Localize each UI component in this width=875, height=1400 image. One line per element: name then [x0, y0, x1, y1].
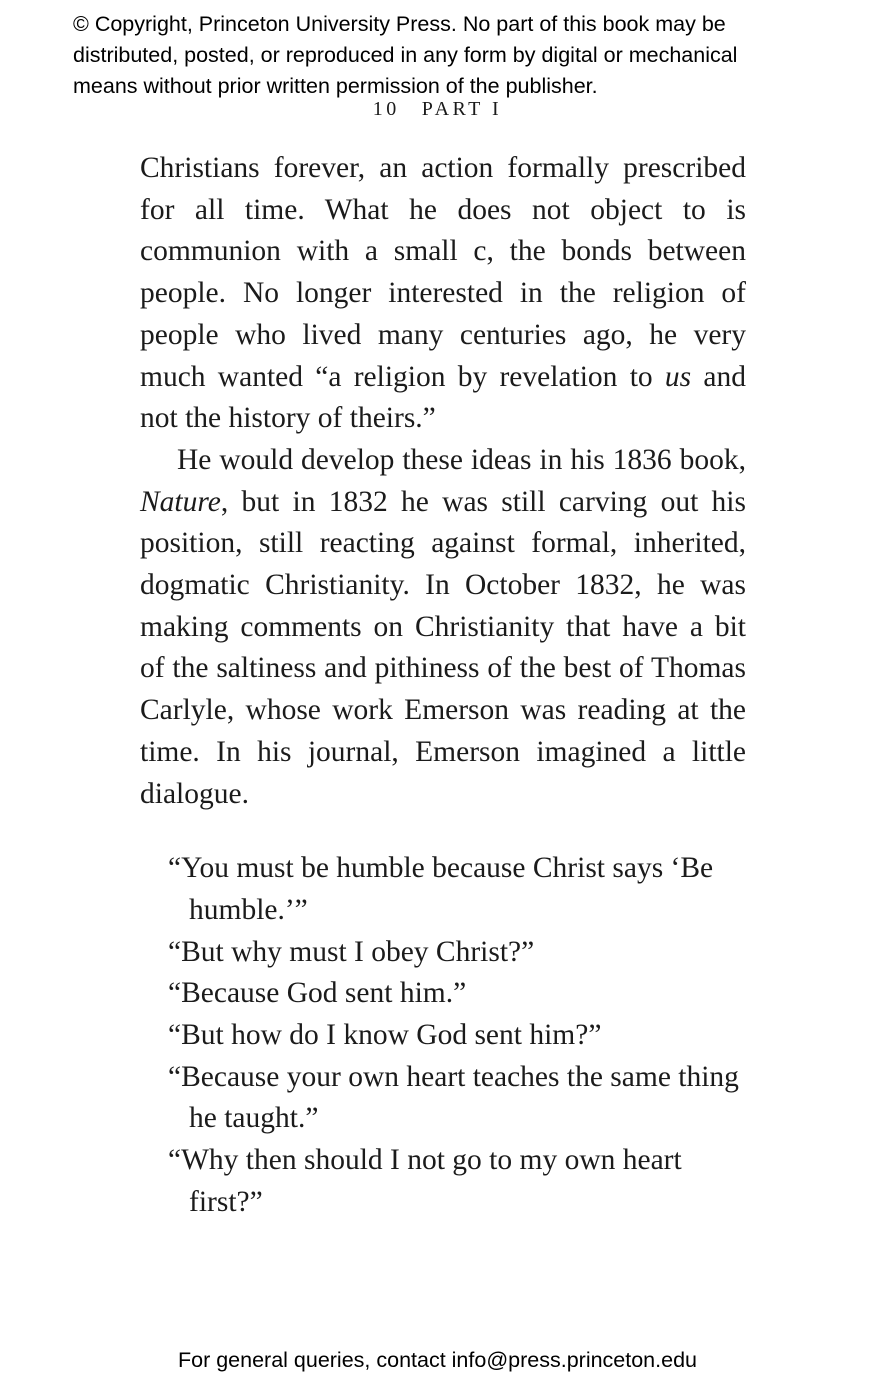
italic-text-run: Nature	[140, 485, 221, 518]
paragraph	[140, 440, 746, 815]
dialogue-line: “Why then should I not go to my own heart first?”	[168, 1144, 682, 1218]
dialogue-block	[140, 848, 746, 1223]
text-run: He would develop these ideas in his 1836 book,	[177, 443, 746, 476]
footer-query-note	[0, 1348, 875, 1373]
dialogue-line: “But how do I know God sent him?”	[168, 1019, 602, 1052]
page-number: 10	[372, 98, 400, 120]
running-header	[0, 98, 875, 121]
paragraph	[140, 148, 746, 440]
text-run: and not the history of theirs.”	[140, 360, 746, 435]
dialogue-line: “Because your own heart teaches the same thing he taught.”	[168, 1060, 739, 1135]
italic-text-run: us	[664, 360, 692, 393]
dialogue-line: “You must be humble because Christ says ‘Be humble.’”	[168, 852, 714, 926]
copyright-line-2: distributed, posted, or reproduced in any form by digital or mechanical	[73, 43, 738, 67]
copyright-line-1: © Copyright, Princeton University Press. No part of this book may be	[73, 12, 726, 36]
text-run: , but in 1832 he was still carving out his position, still reacting against formal, inherited, dogmatic Christianity. In October 1832, he was making comments on Christianity that have a bit of the saltiness and pithiness of the best of Thomas Carlyle, whose work Emerson was reading at the time. In his journal, Emerson imagined a little dialogue.	[140, 485, 746, 810]
copyright-notice	[73, 9, 737, 102]
dialogue-line: “But why must I obey Christ?”	[168, 935, 535, 968]
part-label: PART I	[421, 98, 503, 120]
dialogue-line: “Because God sent him.”	[168, 977, 467, 1010]
body-text-column	[140, 148, 746, 1224]
text-run: Christians forever, an action formally prescribed for all time. What he does not object to is communion with a small c, the bonds between people. No longer interested in the religion of people who lived many centuries ago, he very much wanted “a religion by revelation to	[140, 152, 746, 393]
footer-text: For general queries, contact info@press.princeton.edu	[177, 1348, 697, 1372]
paragraphs-container	[140, 148, 746, 815]
copyright-line-3: means without prior written permission of the publisher.	[73, 74, 598, 98]
